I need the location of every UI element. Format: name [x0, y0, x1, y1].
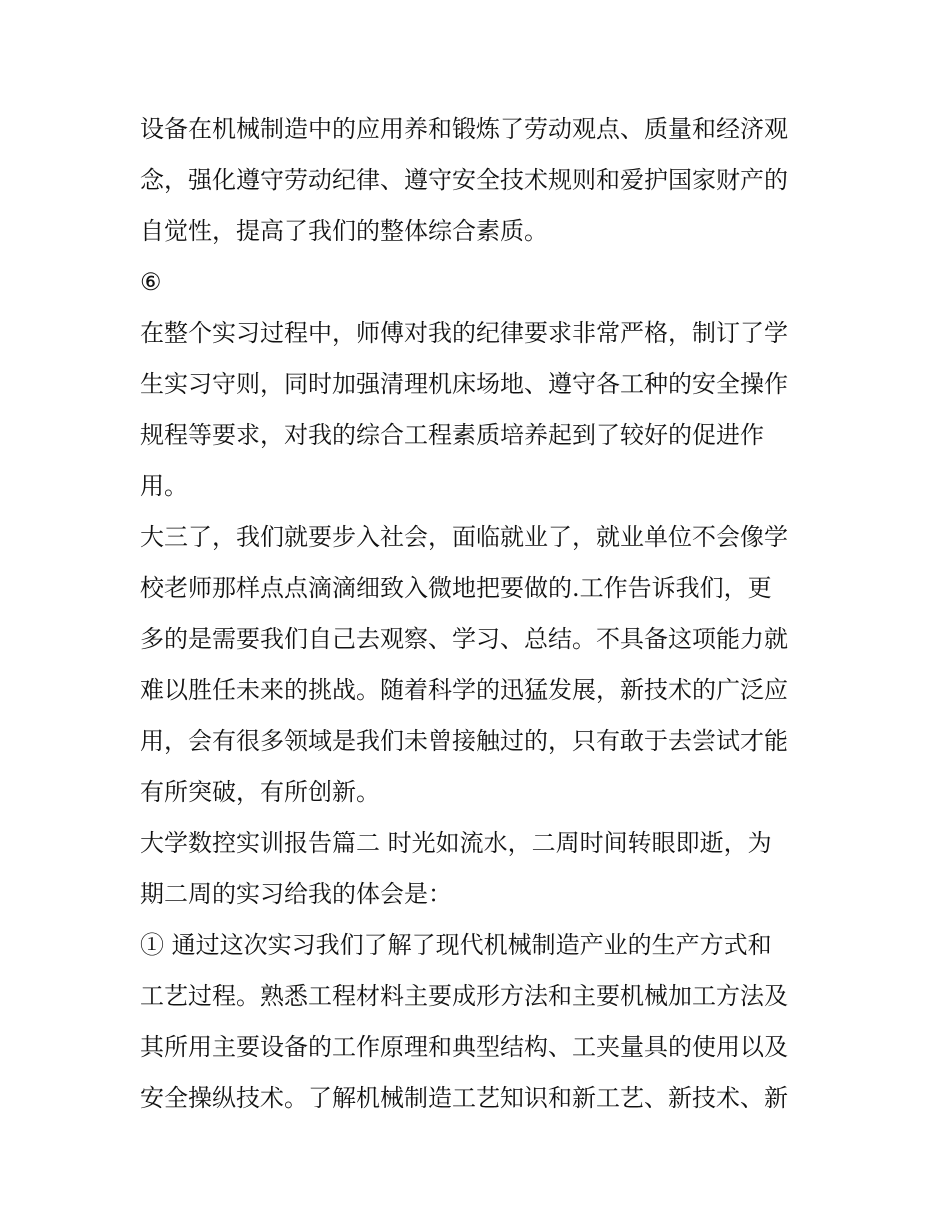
text-line: 大学数控实训报告篇二 时光如流水，二周时间转眼即逝，为 — [140, 829, 772, 857]
text-line: ① 通过这次实习我们了解了现代机械制造产业的生产方式和 — [140, 931, 772, 959]
text-line: 安全操纵技术。了解机械制造工艺知识和新工艺、新技术、新 — [140, 1084, 788, 1112]
text-line: 大三了，我们就要步入社会，面临就业了，就业单位不会像学 — [140, 523, 788, 551]
text-line: 自觉性，提高了我们的整体综合素质。 — [140, 217, 548, 245]
text-line: 设备在机械制造中的应用养和锻炼了劳动观点、质量和经济观 — [140, 115, 788, 143]
text-line: 生实习守则，同时加强清理机床场地、遵守各工种的安全操作 — [140, 370, 788, 398]
text-line: 用。 — [140, 472, 188, 500]
text-line: 工艺过程。熟悉工程材料主要成形方法和主要机械加工方法及 — [140, 982, 788, 1010]
text-line: 念，强化遵守劳动纪律、遵守安全技术规则和爱护国家财产的 — [140, 166, 788, 194]
text-line: 难以胜任未来的挑战。随着科学的迅猛发展，新技术的广泛应 — [140, 676, 788, 704]
text-line: 有所突破，有所创新。 — [140, 778, 380, 806]
text-line: ⑥ — [140, 268, 162, 296]
text-line: 校老师那样点点滴滴细致入微地把要做的.工作告诉我们，更 — [140, 574, 772, 602]
text-line: 用，会有很多领域是我们未曾接触过的，只有敢于去尝试才能 — [140, 727, 788, 755]
text-line: 多的是需要我们自己去观察、学习、总结。不具备这项能力就 — [140, 625, 788, 653]
document-body — [140, 104, 820, 1124]
text-line: 规程等要求，对我的综合工程素质培养起到了较好的促进作 — [140, 421, 764, 449]
text-line: 在整个实习过程中，师傅对我的纪律要求非常严格，制订了学 — [140, 319, 788, 347]
text-line: 其所用主要设备的工作原理和典型结构、工夹量具的使用以及 — [140, 1033, 788, 1061]
text-line: 期二周的实习给我的体会是： — [140, 880, 452, 908]
